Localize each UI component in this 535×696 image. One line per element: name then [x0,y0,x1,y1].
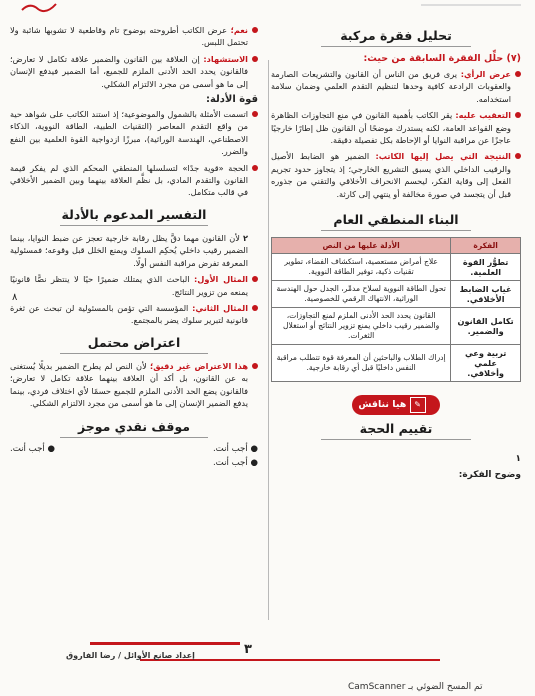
table-row [272,281,521,308]
bullet-label: نعم؛ [230,25,248,35]
table-cell-idea: تربية وعي علمي وأخلاقي. [451,345,521,382]
strength-title: قوة الأدلة: [205,94,258,106]
answer-right: ● أجب أنت. [212,444,258,455]
table-cell-evidence: علاج أمراض مستعصية، استكشاف الفضاء، تطوير تقنيات ذكية، توفير الطاقة النووية. [272,254,451,281]
table-row [272,308,521,345]
bullet-icon [252,56,258,62]
answer-text: أجب أنت. [212,444,248,455]
section-title: التفسير المدعوم بالأدلة [10,207,258,226]
question-prompt: (٧) حلِّل الفقرة السابقة من حيث: [363,53,521,64]
section-title: تقييم الحجة [271,421,521,440]
bullet-item [10,53,258,90]
bullet-label: الاستشهاد: [203,53,248,64]
table-row [272,254,521,281]
header-idea: الفكرة [451,238,521,254]
answer-text: أجب أنت. [212,458,248,469]
bullet-label: النتيجة التي يصل إليها الكاتب: [375,151,511,162]
section-title: تحليل فقرة مركبة [271,28,521,47]
bullet-icon [252,305,258,311]
bullet-label: التعقيب عليه: [455,110,511,121]
bullet-icon [252,165,258,171]
section-title: البناء المنطقي العام [271,212,521,231]
bullet-label: عرض الرأي: [460,69,512,79]
answer-text: أجب أنت. [10,444,45,455]
bullet-item [10,162,258,199]
page-number: ٣ [244,642,252,657]
answer-left: ● أجب أنت. [10,444,56,455]
bullet-text: لأن النص لم يطرح الضمير بديلًا يُستغنى به عن القانون، بل أكد أن العلاقة بينهما علاقة تكامل لا تعارض؛ فالقانون يضع الحد الأدنى الملزم للجميع حسمًا لأي اختلاف فردي، بينما يدفع الضمير الإنسان إلى ما هو أسمى من مجرد الالتزام الشكلي. [10,360,248,408]
badge-label: هيا نناقش [358,399,407,411]
section-title: موقف نقدي موجز [10,419,258,438]
item-number: ٢ [243,232,249,243]
q-number: ١ [515,454,521,465]
bullet-text: عرض الكاتب أطروحته بوضوح تام وقاطعية لا تشوبها شائبة ولا تحتمل اللبس. [10,25,248,48]
header-evidence: الأدلة عليها من النص [272,238,451,254]
table-row [272,345,521,382]
top-rule [421,4,521,6]
bullet-icon [252,111,258,117]
column-divider [268,60,269,620]
table-cell-evidence: تحول الطاقة النووية لسلاح مدمِّر، الجدل حول الهندسة الوراثية، الانتهاك الرقمي للخصوصية. [272,281,451,308]
clarity-label: وضوح الفكرة: [458,470,521,481]
bullet-label: المثال الثاني: [192,302,248,313]
table-cell-idea: غياب الضابط الأخلاقي. [451,281,521,308]
table-cell-evidence: إدراك الطلاب والباحثين أن المعرفة قوة تتطلب مراقبة النفس داخليًا قبل أي رقابة خارجية. [272,345,451,382]
footer-rule [90,642,240,645]
discussion-icon: ✎ [410,397,426,413]
numbered-item [10,232,258,269]
table-header-row [272,238,521,254]
bullet-label: المثال الأول: [193,274,248,285]
table-cell-idea: تكامل القانون والضمير. [451,308,521,345]
bullet-text: الباحث الذي يمتلك ضميرًا حيًا لا ينتظر نصًّا قانونيًا يمنعه من تزوير النتائج. [10,274,248,297]
bullet-text: اتسمت الأمثلة بالشمول والموضوعية؛ إذ استند الكاتب على شواهد حية من واقع التقدم المعاصر (التقنيات الطبية، الطاقة النووية، الذكاء الاصطناعي، الهندسة الوراثية)، مبرزًا ازدواجية القوة العلمية بين النفع والضرر. [10,109,248,157]
bullet-item [271,109,521,146]
question-marker: ٨ [12,292,18,303]
bullet-item [10,360,258,410]
right-column [271,12,521,486]
bullet-item [10,108,258,158]
bullet-item [10,24,258,49]
answer-right: ● أجب أنت. [212,458,258,469]
table-cell-idea: تطوُّر القوة العلمية. [451,254,521,281]
bullet-text: يرى فريق من الناس أن القانون والتشريعات الصارمة والعقوبات الرادعة كافية وحدها لتنظيم التقدم العلمي وضمان سلامة استخدامه. [271,69,511,104]
clarity-line [271,470,521,480]
discussion-badge [352,395,439,415]
discussion-badge-wrap [271,392,521,415]
bullet-text: المؤسسة التي تؤمن بالمسئولية لن تبحث عن ثغرة قانونية لتبرير سلوك يضر بالمجتمع. [10,302,248,326]
bullet-text: إن العلاقة بين القانون والضمير علاقة تكامل لا تعارض؛ فالقانون يحدد الحد الأدنى الملزم للجميع، أما الضمير فيدفع الإنسان إلى ما هو أسمى من مجرد الالتزام الشكلي. [10,53,248,89]
scanner-watermark: تم المسح الضوئي بـ CamScanner [348,682,483,692]
answer-row [10,458,258,468]
item-text: لأن القانون مهما دقَّ يظل رقابة خارجية تعجز عن ضبط النوايا، بينما الضمير رقيب داخلي يُحكِم السلوك ويمنع الخلل قبل وقوعه؛ فمسئولية المعرفة تفرض مراقبة النفس أولًا. [10,232,248,268]
logic-table [271,237,521,382]
bullet-text: الحجة «قوية جدًا» لتسلسلها المنطقي المحكم الذي لم يفكر قيمة القانون والتقدم المادي، بل نظَّم العلاقة بينهما وبين الضمير الأخلاقي في قالب متكامل. [10,162,248,198]
bullet-icon [252,276,258,282]
bullet-label: هذا الاعتراض غير دقيق؛ [150,360,249,371]
bullet-icon [515,71,521,77]
bullet-text: الضمير هو الضابط الأصيل والرقيب الداخلي الذي يسبق التشريع الخارجي؛ إذ يتجاوز حدود تجريم الفعل إلى وقاية الفكر، ليحسم الانحراف الأخلاقي والتقني من جذوره قبل أن يتجسد في صورة مخالفة أو ينتهي إلى كارثة. [271,151,511,199]
section-title: اعتراض محتمل [10,335,258,354]
bullet-text: يقر الكاتب بأهمية القانون في منع التجاوزات الظاهرة وضع القواعد العامة، لكنه يستدرك موضحًا أن القانون ظل إطارًا خارجيًا عاجزًا عن مراقبة النوايا أو الإحاطة بكل تفصيلة دقيقة. [271,110,511,146]
bullet-item [271,68,521,105]
bullet-item [271,150,521,200]
left-column [10,12,258,468]
bullet-icon [252,363,258,369]
bullet-icon [515,112,521,118]
answer-row [10,444,258,454]
table-cell-evidence: القانون يحدد الحد الأدنى الملزم لمنع التجاوزات، والضمير رقيب داخلي يمنع تزوير النتائج أو استغلال الثغرات. [272,308,451,345]
question-number [271,454,521,464]
bullet-icon [252,27,258,33]
bullet-item [10,302,258,327]
footer-credit: إعداد صانع الأوائل / رضا الفاروق [66,651,195,660]
bullet-item [10,273,258,298]
bullet-icon [515,153,521,159]
